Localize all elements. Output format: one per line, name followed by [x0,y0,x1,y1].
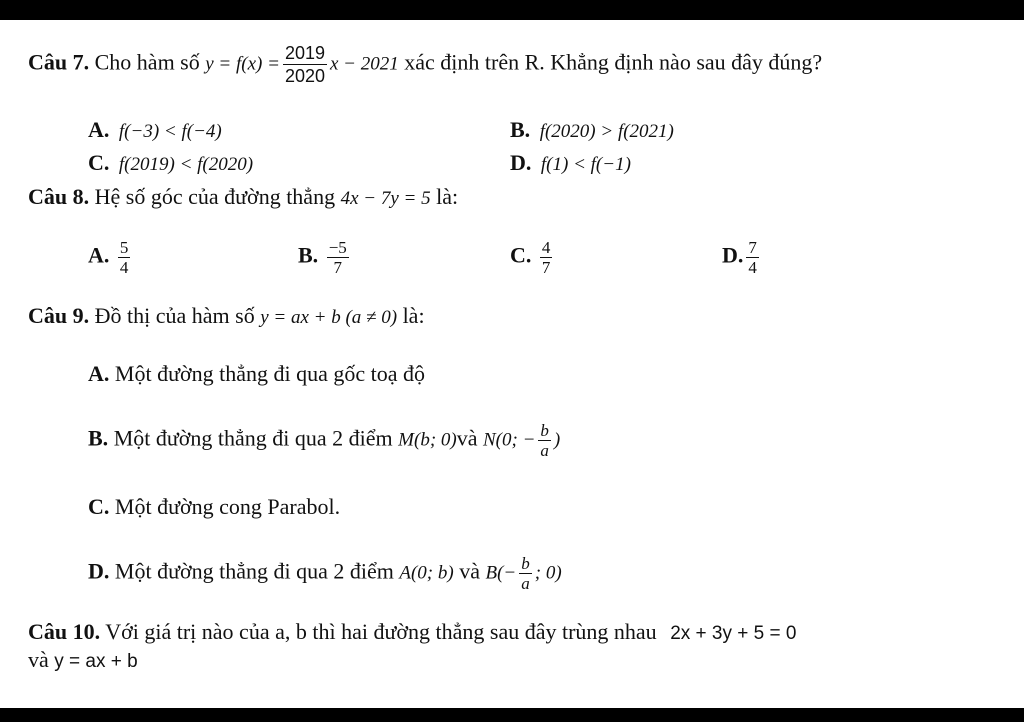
fraction-numerator: b [521,554,530,573]
point-m: M(b; 0) [398,429,457,451]
question-8-equation: 4x − 7y = 5 [340,188,431,209]
option-text: Một đường thẳng đi qua 2 điểm [113,425,393,451]
question-10-line-2 [28,647,138,675]
option-text: Một đường thẳng đi qua gốc toạ độ [114,361,426,386]
question-7-label: Câu 7. [28,49,90,75]
option-label: C. [88,150,110,175]
point-n-fraction [538,421,551,460]
option-label: C. [88,494,110,519]
option-fraction [540,238,553,277]
point-n-suffix: ) [553,429,561,451]
question-7-stem [28,42,822,87]
option-fraction [118,238,131,277]
option-text: f(1) < f(−1) [540,154,631,175]
q8-option-a[interactable] [88,238,133,277]
question-8-text: Hệ số góc của đường thẳng [94,184,336,209]
option-fraction [327,238,349,277]
question-8-stem [28,184,458,212]
option-label: D. [88,558,110,584]
option-label: C. [510,242,532,268]
fraction-numerator: −5 [328,238,347,257]
option-fraction [746,238,759,277]
q8-option-c[interactable] [510,238,555,277]
q7-option-b[interactable] [510,117,674,145]
option-label: A. [88,242,110,268]
question-9-text-after: là: [402,303,425,328]
point-n-prefix: N(0; − [483,429,536,451]
q8-option-d[interactable] [722,238,762,277]
point-a: A(0; b) [399,562,454,584]
point-b-suffix: ; 0) [534,562,562,584]
option-label: B. [510,117,531,142]
question-7-text-after: xác định trên R. Khẳng định nào sau đây đúng? [404,49,823,75]
question-8-text-after: là: [436,184,459,209]
question-9-text: Đồ thị của hàm số [94,303,255,328]
point-b-fraction [519,554,532,593]
fraction-denominator: 2020 [284,66,325,86]
question-7-function-tail: x − 2021 [330,53,399,75]
q7-option-a[interactable] [88,117,222,145]
question-9-equation: y = ax + b (a ≠ 0) [260,307,398,328]
fraction-denominator: 7 [333,258,342,277]
question-9-stem [28,303,425,331]
fraction-denominator: a [521,574,530,593]
option-label: B. [298,242,319,268]
question-10-line2-equation: y = ax + b [54,651,138,672]
option-label: D. [510,150,532,175]
option-text: f(−3) < f(−4) [118,121,222,142]
option-text: f(2020) > f(2021) [539,121,674,142]
option-text: f(2019) < f(2020) [118,154,254,175]
question-7-fraction [283,42,327,87]
fraction-denominator: 4 [748,258,757,277]
question-10-line2-prefix: và [28,647,49,672]
q9-option-a[interactable] [88,361,425,387]
option-label: A. [88,361,110,386]
fraction-numerator: 2019 [284,43,325,63]
question-10-text: Với giá trị nào của a, b thì hai đường thẳng sau đây trùng nhau [105,619,657,644]
option-text: Một đường cong Parabol. [114,494,341,519]
q9-option-c[interactable] [88,494,340,520]
q7-option-c[interactable] [88,150,253,178]
conjunction: và [456,425,478,451]
q9-option-b[interactable] [88,421,560,460]
fraction-numerator: 7 [748,238,757,257]
question-7-function: y = f(x) = [205,53,280,75]
q8-option-b[interactable] [298,238,352,277]
fraction-numerator: 4 [541,238,551,257]
option-text: Một đường thẳng đi qua 2 điểm [114,558,394,584]
option-label: D. [722,242,744,268]
option-label: B. [88,425,109,451]
fraction-numerator: b [540,421,549,440]
option-label: A. [88,117,110,142]
fraction-denominator: 4 [119,258,129,277]
question-10-equation: 2x + 3y + 5 = 0 [670,623,797,644]
question-8-label: Câu 8. [28,184,90,209]
fraction-denominator: a [540,441,549,460]
question-7-text: Cho hàm số [94,49,200,75]
fraction-denominator: 7 [541,258,551,277]
question-10-label: Câu 10. [28,619,101,644]
question-9-label: Câu 9. [28,303,90,328]
q7-option-d[interactable] [510,150,631,178]
point-b-prefix: B(− [485,562,517,584]
conjunction: và [459,558,480,584]
q9-option-d[interactable] [88,554,562,593]
fraction-numerator: 5 [119,238,129,257]
question-10-stem [28,619,796,647]
document-page [0,20,1024,708]
